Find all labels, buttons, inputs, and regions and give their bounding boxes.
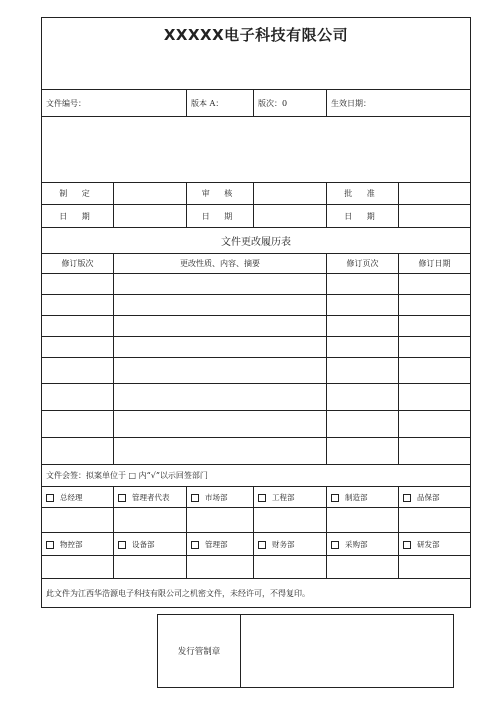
history-cell [327,337,399,358]
dept-checkbox[interactable] [118,494,126,502]
dept-sign-cell [42,508,114,533]
review-value [254,183,327,205]
dept-checkbox[interactable] [46,541,54,549]
history-row [42,358,471,384]
history-cell [327,295,399,316]
history-cell [42,295,114,316]
dept-label: 总经理 [60,492,83,502]
dept-cell [254,487,327,508]
dept-checkbox[interactable] [191,541,199,549]
dept-sign-cell [42,556,114,579]
history-cell [399,358,471,384]
made-date-label: 日 期 [42,205,114,228]
history-cell [114,295,327,316]
approve-label: 批 准 [327,183,399,205]
history-cell [327,316,399,337]
dept-checkbox[interactable] [46,494,54,502]
history-cell [42,438,114,465]
dept-label: 制造部 [345,492,368,502]
dept-label: 市场部 [205,492,228,502]
dept-cell [42,533,114,556]
effective-date-label: 生效日期： [327,90,471,117]
dept-label: 采购部 [345,539,368,549]
company-title: XXXXX电子科技有限公司 [42,18,471,90]
history-col-date: 修订日期 [399,254,471,274]
document-content-area [42,117,471,183]
dept-cell [254,533,327,556]
history-cell [327,384,399,411]
history-cell [114,274,327,295]
dept-cell [399,487,471,508]
dept-label: 物控部 [60,539,83,549]
dept-sign-cell [327,508,399,533]
dept-checkbox[interactable] [191,494,199,502]
dept-sign-cell [114,556,187,579]
history-cell [327,274,399,295]
approve-value [399,183,471,205]
dept-checkbox[interactable] [331,541,339,549]
dept-label: 设备部 [132,539,155,549]
history-cell [42,337,114,358]
history-cell [399,411,471,438]
history-row [42,316,471,337]
history-cell [114,411,327,438]
dept-label: 管理者代表 [132,492,170,502]
dept-sign-cell [254,508,327,533]
history-col-summary: 更改性质、内容、摘要 [114,254,327,274]
review-label: 审 核 [187,183,254,205]
dept-sign-cell [187,556,254,579]
dept-sign-cell [399,556,471,579]
seal-label: 发行管制章 [158,615,241,688]
history-cell [114,384,327,411]
dept-checkbox[interactable] [258,541,266,549]
dept-sign-cell [327,556,399,579]
dept-cell [327,533,399,556]
history-cell [42,274,114,295]
dept-sign-cell [399,508,471,533]
dept-cell [42,487,114,508]
dept-label: 工程部 [272,492,295,502]
issue-control-seal-box [157,614,454,688]
history-cell [327,438,399,465]
history-cell [399,295,471,316]
dept-cell [114,533,187,556]
history-cell [114,337,327,358]
document-control-form [41,17,471,608]
revision-label: 版次：0 [254,90,327,117]
made-date-value [114,205,187,228]
history-col-version: 修订版次 [42,254,114,274]
history-row [42,274,471,295]
dept-cell [114,487,187,508]
dept-cell [187,487,254,508]
dept-label: 品保部 [417,492,440,502]
history-cell [399,337,471,358]
dept-label: 研发部 [417,539,440,549]
dept-cell [187,533,254,556]
history-row [42,384,471,411]
dept-sign-cell [114,508,187,533]
dept-checkbox[interactable] [118,541,126,549]
doc-no-label: 文件编号： [42,90,187,117]
dept-checkbox[interactable] [403,541,411,549]
made-by-label: 制 定 [42,183,114,205]
dept-sign-row-1 [42,508,471,533]
confidential-notice: 此文件为江西华浩源电子科技有限公司之机密文件，未经许可，不得复印。 [42,579,471,608]
history-cell [114,438,327,465]
version-label: 版本 A： [187,90,254,117]
seal-stamp-area [241,615,454,688]
history-row [42,411,471,438]
dept-label: 财务部 [272,539,295,549]
dept-checkbox[interactable] [403,494,411,502]
history-row [42,438,471,465]
history-col-pages: 修订页次 [327,254,399,274]
history-cell [114,358,327,384]
dept-sign-row-2 [42,556,471,579]
history-cell [399,384,471,411]
dept-row-1 [42,487,471,508]
history-cell [327,358,399,384]
countersign-instruction: 文件会签：拟案单位于 □ 内“√”以示回签部门 [42,465,471,487]
made-by-value [114,183,187,205]
history-cell [114,316,327,337]
history-row [42,295,471,316]
dept-checkbox[interactable] [331,494,339,502]
dept-sign-cell [187,508,254,533]
dept-sign-cell [254,556,327,579]
history-row [42,337,471,358]
history-cell [399,274,471,295]
dept-row-2 [42,533,471,556]
approve-date-label: 日 期 [327,205,399,228]
approve-date-value [399,205,471,228]
history-cell [399,438,471,465]
dept-cell [399,533,471,556]
history-cell [42,316,114,337]
review-date-label: 日 期 [187,205,254,228]
history-cell [42,384,114,411]
history-cell [42,358,114,384]
dept-checkbox[interactable] [258,494,266,502]
history-title: 文件更改履历表 [42,228,471,254]
history-cell [42,411,114,438]
history-cell [399,316,471,337]
review-date-value [254,205,327,228]
dept-label: 管理部 [205,539,228,549]
dept-cell [327,487,399,508]
history-cell [327,411,399,438]
